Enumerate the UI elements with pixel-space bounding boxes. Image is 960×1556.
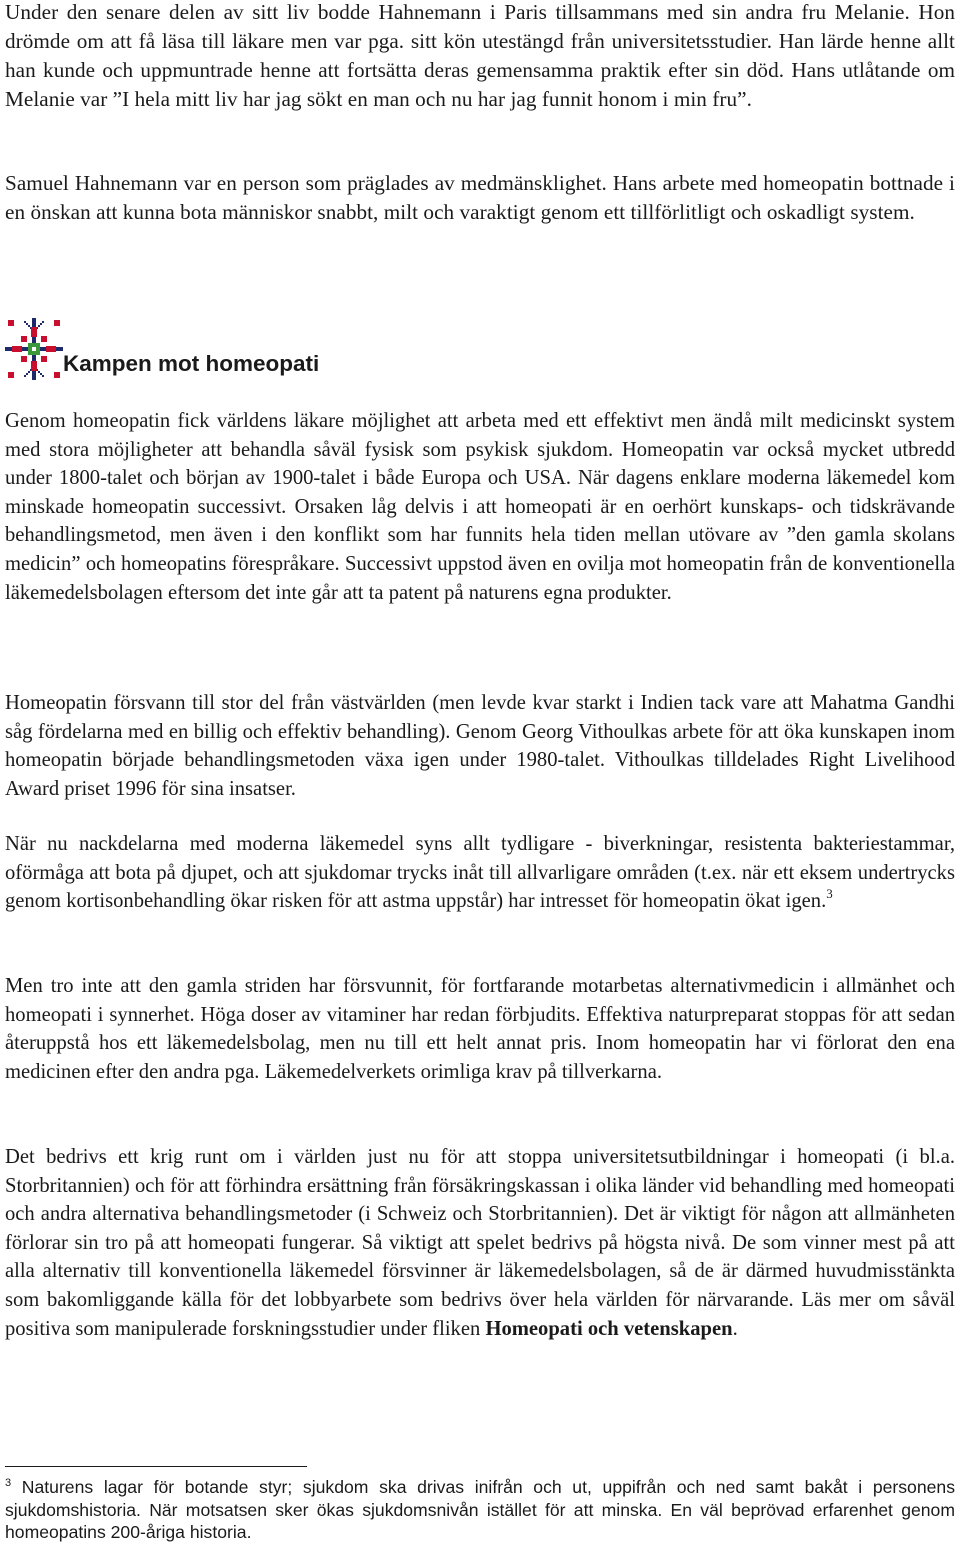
body-paragraph-5-text: Det bedrivs ett krig runt om i världen just nu för att stoppa universitetsutbildningar i homeopati (i bl.a. Storbritannien) och för att förhindra ersättning från försäkringskassan i olika länder vid behandling med homeopati och andra alternativa behandlingsmetoder (i Schweiz och Storbritannien). Det är viktigt för någon att allmänheten förlorar sin tro på att homeopati fungerar. Så viktigt att spelet bedrivs på högsta nivå. De som vinner mest på att alla alternativ till konventionella läkemedel försvinner är läkemedelsbolagen, så de är därmed huvudmisstänkta som bakomliggande källa för det lobbyarbete som bedrivs över hela världen för närvarande. Läs mer om såväl positiva som manipulerade forskningsstudier under fliken <box>5 1146 955 1340</box>
intro-paragraph-1: Under den senare delen av sitt liv bodde Hahnemann i Paris tillsammans med sin andra fru Melanie. Hon drömde om att få läsa till läkare men var pga. sitt kön utestängd från universitetsstudier. Han lärde henne allt han kunde och uppmuntrade henne att fortsätta deras gemensamma praktik efter sin död. Hans utlåtande om Melanie var ”I hela mitt liv har jag sökt en man och nu har jag funnit honom i min fru”. <box>5 0 955 111</box>
body-paragraph-2: Homeopatin försvann till stor del från västvärlden (men levde kvar starkt i Indien tack vare att Mahatma Gandhi såg fördelarna med en billig och effektiv behandling). Genom Georg Vithoulkas arbete för att öka kunskapen inom homeopatin började behandlingsmetoden växa igen under 1980-talet. Vithoulkas tilldelades Right Livelihood Award priset 1996 för sina insatser. <box>5 692 955 800</box>
footnote <box>5 1476 955 1544</box>
homeopati-vetenskapen-link[interactable]: Homeopati och vetenskapen <box>485 1317 733 1340</box>
footnote-text: Naturens lagar för botande styr; sjukdom ska drivas inifrån och ut, uppifrån och ned samt bakåt i personens sjukdomshistoria. När motsatsen sker ökas sjukdomsnivån istället för att minska. En väl beprövad erfarenhet genom homeopatins 200-åriga historia. <box>5 1477 955 1542</box>
footnote-ref[interactable]: 3 <box>826 886 833 902</box>
ornament-icon <box>5 317 63 381</box>
footnote-number: 3 <box>5 1477 12 1489</box>
body-paragraph-1: Genom homeopatin fick världens läkare möjlighet att arbeta med ett effektivt men ändå milt medicinskt system med stora möjligheter att behandla såväl fysisk som psykisk sjukdom. Homeopatin var också mycket utbredd under 1800-talet och början av 1900-talet i både Europa och USA. När dagens enklare moderna läkemedel kom minskade homeopatin successivt. Orsaken låg delvis i att homeopati är en oerhört kunskaps- och tidskrävande behandlingsmetod, men även i den konflikt som har funnits hela tiden mellan utövare av ”den gamla skolans medicin” och homeopatins förespråkare. Successivt uppstod även en ovilja mot homeopatin från de konventionella läkemedelsbolagen eftersom det inte går att ta patent på naturens egna produkter. <box>5 410 955 604</box>
intro-paragraph-2: Samuel Hahnemann var en person som präglades av medmänsklighet. Hans arbete med homeopatin bottnade i en önskan att kunna bota människor snabbt, milt och varaktigt genom ett tillförlitligt och oskadligt system. <box>5 171 955 224</box>
footnote-divider <box>5 1466 307 1467</box>
section-header <box>5 317 955 383</box>
body-paragraph-3-text: När nu nackdelarna med moderna läkemedel syns allt tydligare - biverkningar, resistenta bakteriestammar, oförmåga att bota på djupet, och att sjukdomar trycks inåt till allvarligare områden (t.ex. när ett eksem undertrycks genom kortisonbehandling ökar risken för att astma uppstår) har intresset för homeopatin ökat igen. <box>5 833 955 913</box>
body-paragraph-5-end: . <box>732 1317 738 1340</box>
body-paragraph-4: Men tro inte att den gamla striden har försvunnit, för fortfarande motarbetas alternativmedicin i allmänhet och homeopati i synnerhet. Höga doser av vitaminer har redan förbjudits. Effektiva naturpreparat stoppas för att sedan återuppstå hos ett läkemedelsbolag, men nu till ett helt annat pris. Inom homeopatin har vi förlorat den ena medicinen efter den andra pga. Läkemedelverkets orimliga krav på tillverkarna. <box>5 975 955 1083</box>
section-heading: Kampen mot homeopati <box>63 351 320 376</box>
body-paragraph-5 <box>5 1143 955 1343</box>
body-paragraph-3 <box>5 830 955 916</box>
